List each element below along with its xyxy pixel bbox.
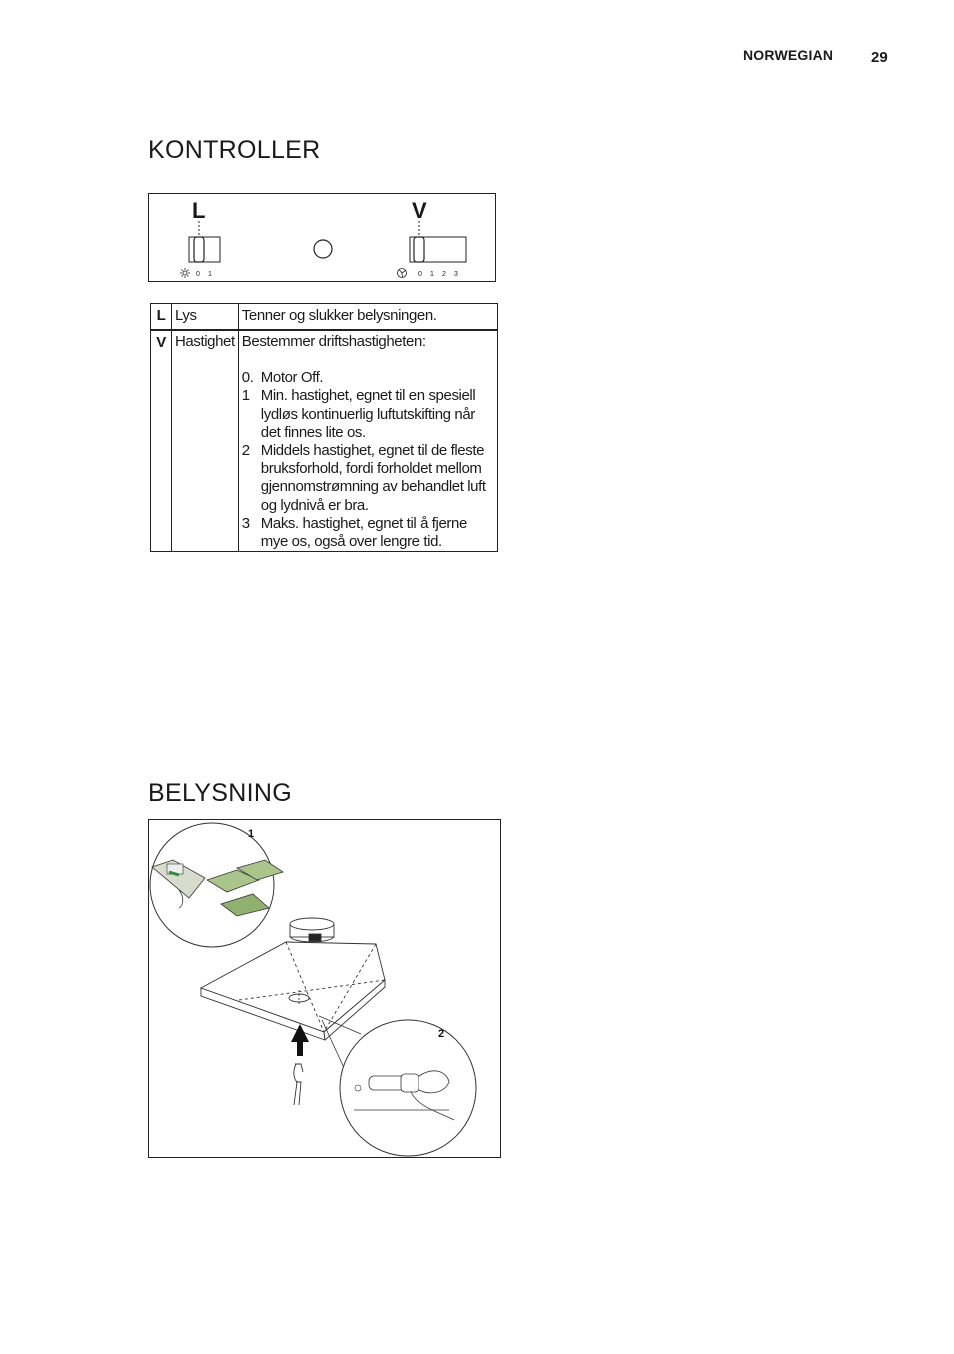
list-item-number: 1 [241,387,250,405]
knob-letter-l: L [192,198,206,223]
callout-1-detail [150,823,283,947]
list-item [242,387,494,442]
list-item-number: 2 [241,442,250,460]
callout-2-detail [340,1020,476,1156]
light-icon [180,268,190,278]
list-item-number: 3 [241,514,250,532]
fan-scale-3: 3 [454,271,458,278]
light-switch [189,237,220,262]
language-label: NORWEGIAN [743,47,834,63]
callout-1-label: 1 [248,828,255,840]
row-description: Bestemmer driftshastigheten: [241,333,426,350]
callout-2-label: 2 [438,1028,445,1040]
light-scale-1: 1 [208,271,212,278]
list-item [242,515,494,551]
row-key: L [151,304,172,331]
light-scale-0: 0 [196,271,200,278]
row-description: Tenner og slukker belysningen. [238,304,497,331]
fan-scale-0: 0 [418,271,422,278]
knob-letter-v: V [412,198,427,223]
list-item-number: 0. [241,369,254,387]
lighting-figure [148,819,501,1158]
list-item-text: Motor Off. [260,369,324,387]
row-key: V [151,330,172,552]
fan-icon [398,269,407,278]
row-name: Hastighet [172,330,239,552]
row-name: Lys [172,304,239,331]
fan-scale-2: 2 [442,271,446,278]
page-number: 29 [871,49,888,66]
list-item-text: Middels hastighet, egnet til de fleste bruksforhold, fordi forholdet mellom gjennomstrømning av behandlet luft og lydnivå er bra. [260,442,486,514]
list-item-text: Min. hastighet, egnet til en spesiell lydløs kontinuerlig luftutskifting når det finnes lite os. [260,387,476,441]
indicator-lamp [314,240,332,258]
list-item [242,442,494,515]
control-panel-diagram [148,193,496,282]
table-row [151,304,498,331]
list-item-text: Maks. hastighet, egnet til å fjerne mye os, også over lengre tid. [260,514,467,551]
controls-table [150,303,498,552]
fan-speed-switch [410,237,466,262]
table-row [151,330,498,552]
row-description-cell [238,330,497,552]
list-item [242,369,494,387]
section-title-lighting: BELYSNING [148,779,292,807]
fan-scale-1: 1 [430,271,434,278]
hand-illustration [294,1064,303,1105]
section-title-controls: KONTROLLER [148,136,321,164]
